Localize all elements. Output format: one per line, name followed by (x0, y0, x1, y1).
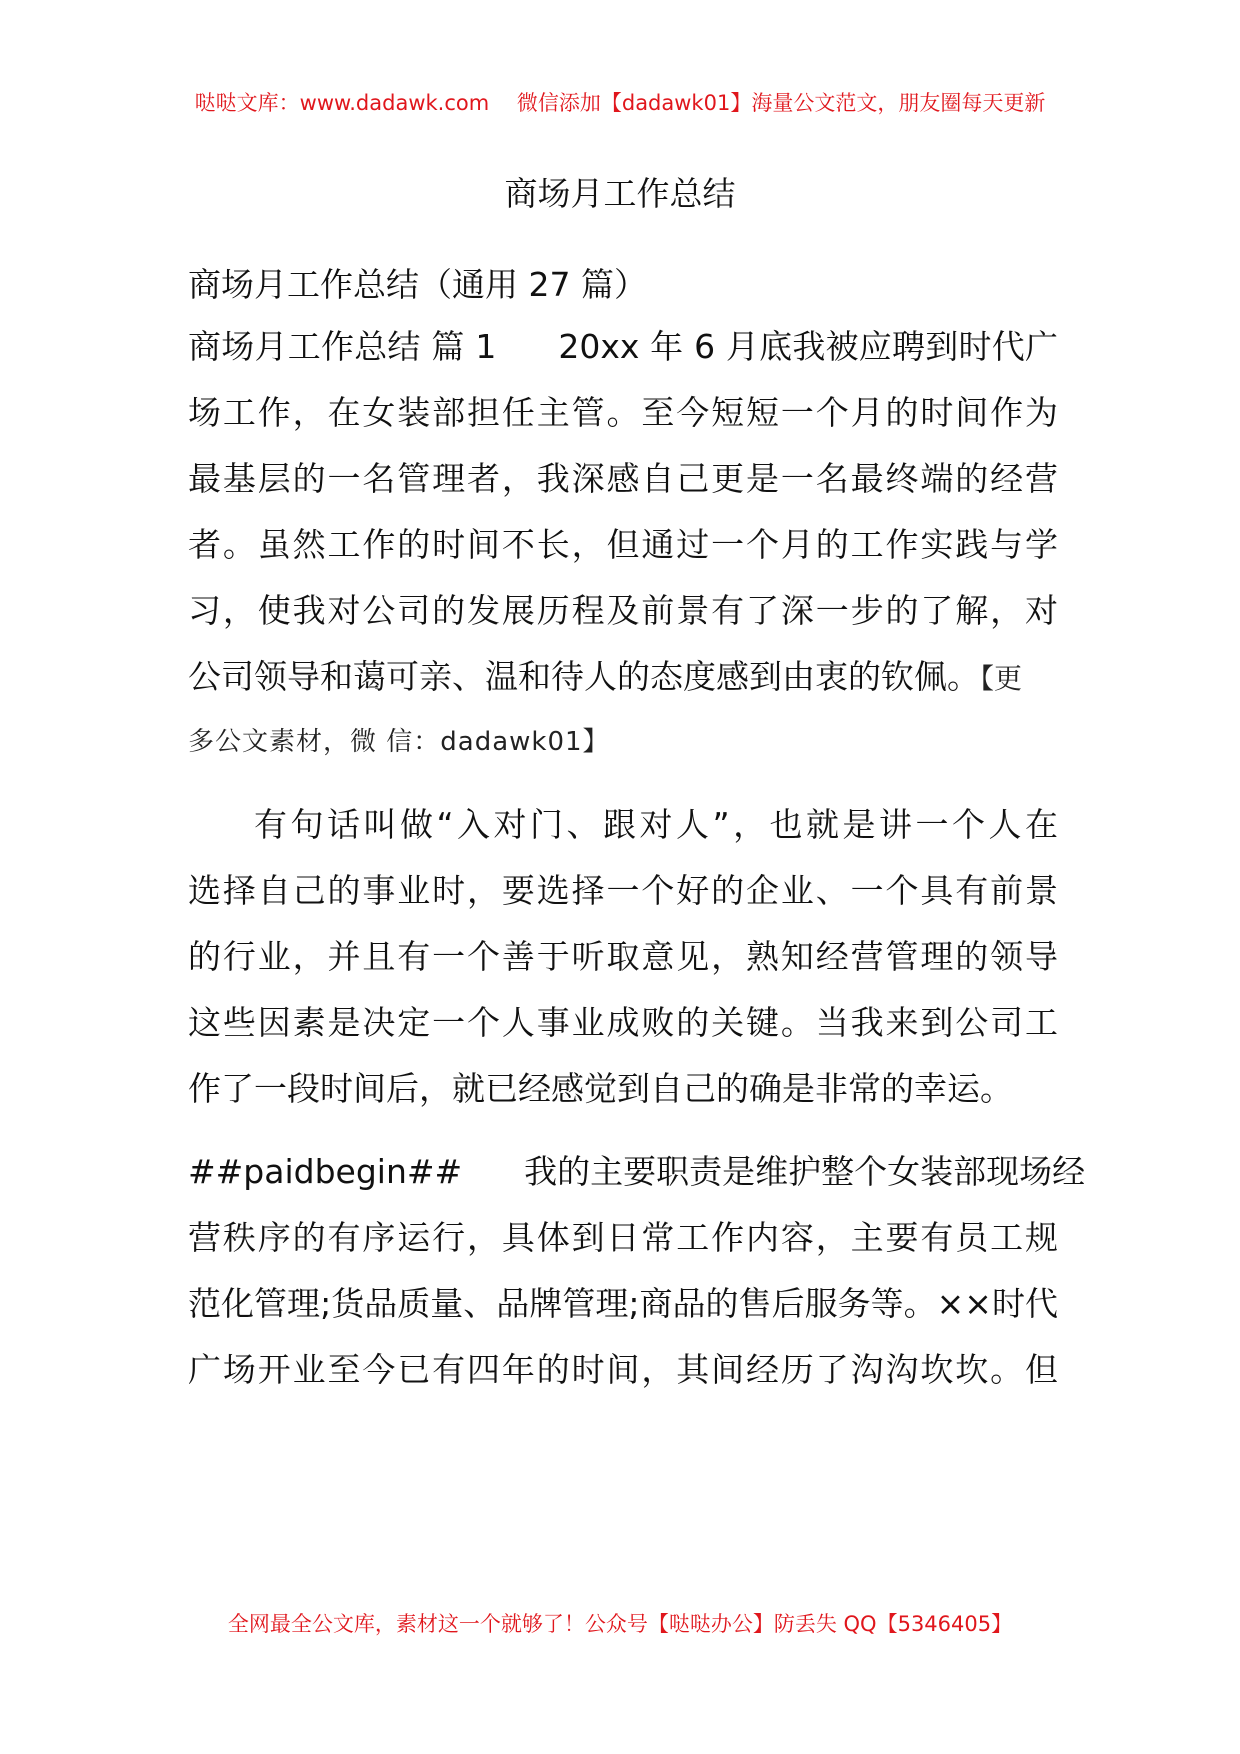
paragraph-1-line-6 (188, 655, 1058, 701)
paragraph-2-line-3: 的行业，并且有一个善于听取意见，熟知经营管理的领导 (188, 937, 1058, 976)
paragraph-3-line-2: 营秩序的有序运行，具体到日常工作内容，主要有员工规 (188, 1218, 1058, 1257)
footer-promo-note: 全网最全公文库，素材这一个就够了！公众号【哒哒办公】防丢失 QQ【5346405】 (227, 1612, 1013, 1636)
paragraph-1-line-4: 者。虽然工作的时间不长，但通过一个月的工作实践与学 (188, 525, 1058, 564)
paragraph-3-line-4: 广场开业至今已有四年的时间，其间经历了沟沟坎坎。但 (188, 1350, 1058, 1389)
document-title: 商场月工作总结 (504, 174, 736, 213)
paragraph-1-line-1-text: 20xx 年 6 月底我被应聘到时代广 (558, 327, 1058, 366)
section-label: 商场月工作总结 篇 1 (188, 327, 497, 366)
paragraph-1-line-5: 习，使我对公司的发展历程及前景有了深一步的了解，对 (188, 591, 1058, 630)
paragraph-1-line-1 (188, 325, 1058, 369)
document-subtitle: 商场月工作总结（通用 27 篇） (188, 265, 647, 304)
promo-inline-note-end: 多公文素材，微 信：dadawk01】 (188, 727, 610, 757)
paragraph-2-line-5: 作了一段时间后，就已经感觉到自己的确是非常的幸运。 (188, 1069, 1013, 1108)
paragraph-3-line-1 (188, 1150, 1086, 1194)
paragraph-2-line-2: 选择自己的事业时，要选择一个好的企业、一个具有前景 (188, 871, 1058, 910)
paid-begin-marker: ##paidbegin## (188, 1152, 463, 1191)
paragraph-1-line-3: 最基层的一名管理者，我深感自己更是一名最终端的经营 (188, 459, 1058, 498)
promo-inline-note-start: 【更 (980, 662, 1023, 695)
paragraph-3-line-1-text: 我的主要职责是维护整个女装部现场经 (524, 1152, 1086, 1191)
paragraph-2-line-4: 这些因素是决定一个人事业成败的关键。当我来到公司工 (188, 1003, 1058, 1042)
paragraph-2-line-1: 有句话叫做“入对门、跟对人”，也就是讲一个人在 (254, 805, 1058, 844)
header-promo-note: 哒哒文库：www.dadawk.com 微信添加【dadawk01】海量公文范文，朋友圈每天更新 (194, 91, 1046, 115)
paragraph-1-line-6-text: 公司领导和蔼可亲、温和待人的态度感到由衷的钦佩。 (188, 657, 980, 696)
paragraph-3-line-3: 范化管理;货品质量、品牌管理;商品的售后服务等。××时代 (188, 1284, 1058, 1323)
paragraph-1-line-2: 场工作，在女装部担任主管。至今短短一个月的时间作为 (188, 393, 1058, 432)
